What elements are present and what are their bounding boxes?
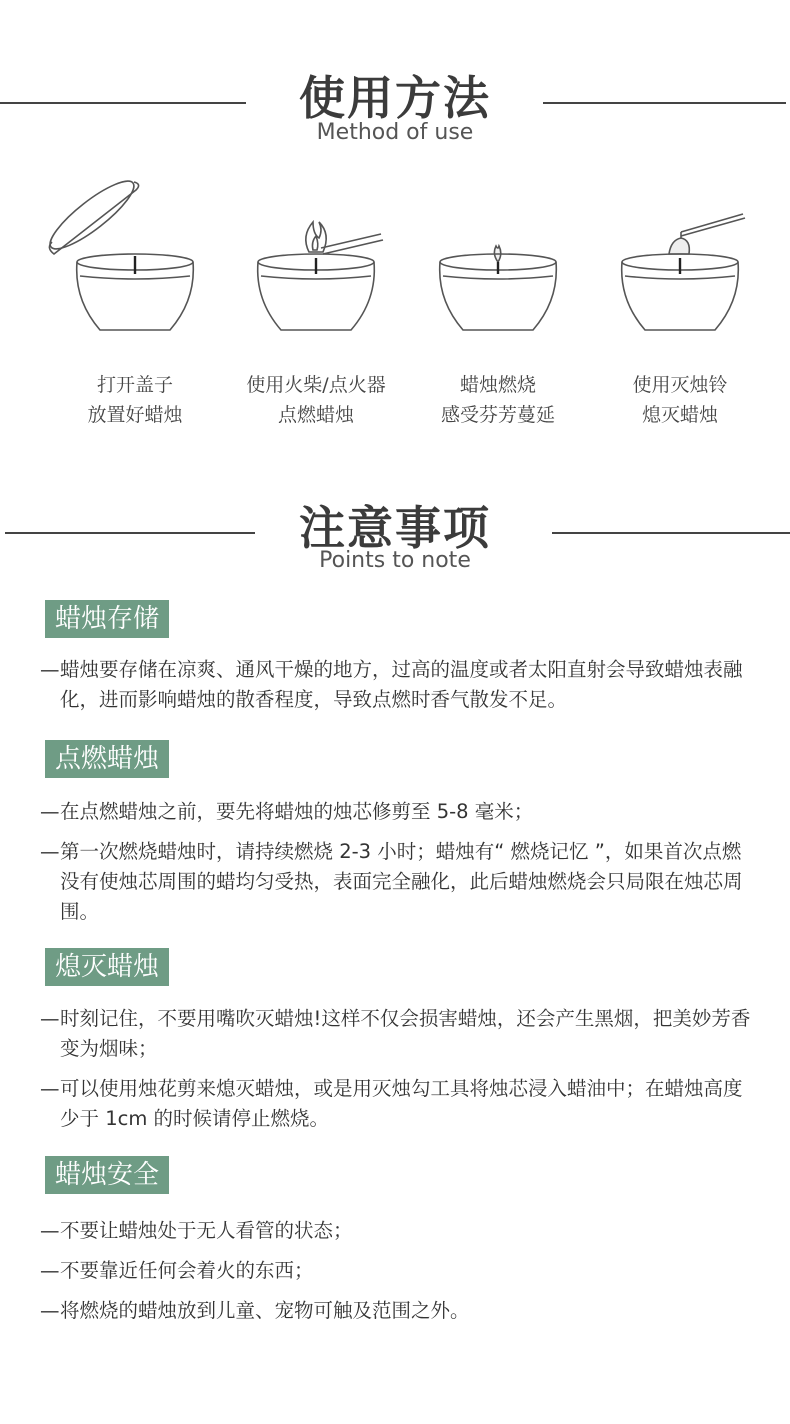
list-item — [40, 1074, 760, 1134]
item-text: 不要靠近任何会着火的东西； — [60, 1259, 314, 1282]
list-item — [40, 797, 760, 827]
dash-marker: — — [40, 800, 60, 823]
step-3-caption — [403, 370, 593, 430]
step-1-caption — [40, 370, 230, 430]
candle-open-lid-icon — [40, 170, 230, 360]
step-2-caption — [221, 370, 411, 430]
item-text: 在点燃蜡烛之前，要先将蜡烛的烛芯修剪至 5-8 毫米； — [60, 800, 534, 823]
step-2 — [221, 170, 411, 440]
step-4-line2: 熄灭蜡烛 — [641, 404, 718, 426]
item-text: 时刻记住，不要用嘴吹灭蜡烛!这样不仅会损害蜡烛，还会产生黑烟，把美妙芳香变为烟味； — [60, 1007, 751, 1060]
tag-extinguish: 熄灭蜡烛 — [45, 948, 169, 986]
method-subtitle: Method of use — [316, 120, 474, 145]
list-item — [40, 1256, 760, 1286]
step-1-line1: 打开盖子 — [96, 374, 173, 396]
tag-storage: 蜡烛存储 — [45, 600, 169, 638]
step-1-line2: 放置好蜡烛 — [87, 404, 183, 426]
dash-marker: — — [40, 658, 60, 681]
list-item — [40, 837, 760, 927]
item-text: 不要让蜡烛处于无人看管的状态； — [60, 1219, 353, 1242]
step-4 — [585, 170, 775, 440]
step-3-line2: 感受芬芳蔓延 — [440, 404, 555, 426]
candle-match-icon — [221, 170, 411, 360]
dash-marker: — — [40, 1077, 60, 1100]
item-text: 第一次燃烧蜡烛时，请持续燃烧 2-3 小时；蜡烛有“ 燃烧记忆 ”，如果首次点燃没有使烛芯周围的蜡均匀受热，表面完全融化，此后蜡烛燃烧会只局限在烛芯周围。 — [60, 840, 743, 923]
list-item — [40, 1004, 760, 1064]
step-3-line1: 蜡烛燃烧 — [459, 374, 536, 396]
dash-marker: — — [40, 840, 60, 863]
item-text: 可以使用烛花剪来熄灭蜡烛，或是用灭烛勾工具将烛芯浸入蜡油中；在蜡烛高度少于 1cm 的时候请停止燃烧。 — [60, 1077, 743, 1130]
notes-title: 注意事项 — [299, 501, 491, 555]
list-item — [40, 1216, 760, 1246]
item-text: 将燃烧的蜡烛放到儿童、宠物可触及范围之外。 — [60, 1299, 470, 1322]
step-2-line2: 点燃蜡烛 — [277, 404, 354, 426]
step-4-caption — [585, 370, 775, 430]
candle-snuffer-icon — [585, 170, 775, 360]
step-1 — [40, 170, 230, 440]
item-text: 蜡烛要存储在凉爽、通风干燥的地方，过高的温度或者太阳直射会导致蜡烛表融化，进而影响蜡烛的散香程度，导致点燃时香气散发不足。 — [60, 658, 743, 711]
step-2-line1: 使用火柴/点火器 — [246, 374, 386, 396]
dash-marker: — — [40, 1299, 60, 1322]
dash-marker: — — [40, 1259, 60, 1282]
tag-safety: 蜡烛安全 — [45, 1156, 169, 1194]
notes-subtitle: Points to note — [319, 548, 471, 573]
dash-marker: — — [40, 1007, 60, 1030]
method-steps — [0, 170, 790, 440]
step-4-line1: 使用灭烛铃 — [632, 374, 728, 396]
dash-marker: — — [40, 1219, 60, 1242]
list-item — [40, 1296, 760, 1326]
list-item — [40, 655, 760, 715]
tag-lighting: 点燃蜡烛 — [45, 740, 169, 778]
candle-burning-icon — [403, 170, 593, 360]
step-3 — [403, 170, 593, 440]
method-title: 使用方法 — [299, 71, 491, 125]
